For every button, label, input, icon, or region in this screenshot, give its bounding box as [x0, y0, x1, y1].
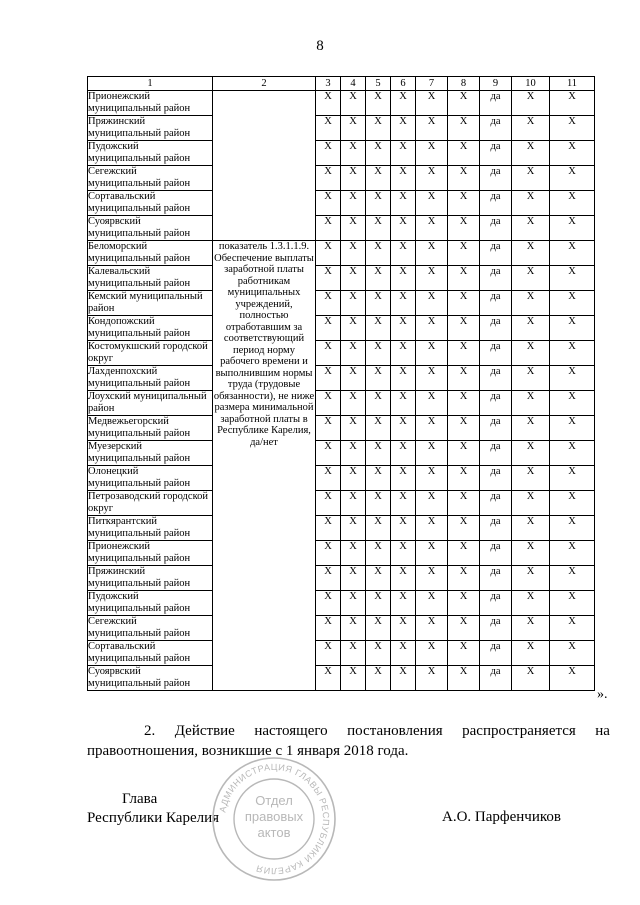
- paragraph-number: 2.: [144, 723, 156, 739]
- value-cell: X: [341, 166, 366, 191]
- value-cell: X: [341, 491, 366, 516]
- value-cell: да: [480, 516, 512, 541]
- value-cell: да: [480, 641, 512, 666]
- page-number: 8: [316, 38, 324, 54]
- value-cell: X: [341, 566, 366, 591]
- value-cell: X: [416, 541, 448, 566]
- value-cell: да: [480, 341, 512, 366]
- paragraph-word: распространяется: [462, 723, 576, 739]
- value-cell: X: [448, 491, 480, 516]
- value-cell: X: [366, 216, 391, 241]
- table-row: [88, 141, 595, 166]
- value-cell: X: [391, 166, 416, 191]
- paragraph-first-line: [87, 721, 610, 741]
- table-row: [88, 91, 595, 116]
- value-cell: X: [366, 266, 391, 291]
- value-cell: X: [341, 416, 366, 441]
- value-cell: X: [341, 91, 366, 116]
- region-name: Беломорский муниципальный район: [88, 241, 213, 266]
- value-cell: X: [416, 341, 448, 366]
- value-cell: X: [341, 291, 366, 316]
- value-cell: X: [316, 641, 341, 666]
- table-row: [88, 591, 595, 616]
- value-cell: X: [366, 316, 391, 341]
- value-cell: X: [550, 391, 595, 416]
- value-cell: X: [550, 591, 595, 616]
- value-cell: X: [448, 441, 480, 466]
- value-cell: X: [416, 191, 448, 216]
- value-cell: X: [366, 241, 391, 266]
- table-row: [88, 441, 595, 466]
- table-row: [88, 641, 595, 666]
- value-cell: X: [448, 341, 480, 366]
- value-cell: X: [448, 516, 480, 541]
- value-cell: X: [341, 516, 366, 541]
- indicator-cell-empty: [213, 91, 316, 241]
- paragraph-second-line: правоотношения, возникшие с 1 января 2018 года.: [87, 743, 409, 759]
- value-cell: X: [416, 516, 448, 541]
- region-name: Калевальский муниципальный район: [88, 266, 213, 291]
- region-name: Муезерский муниципальный район: [88, 441, 213, 466]
- value-cell: да: [480, 591, 512, 616]
- value-cell: да: [480, 616, 512, 641]
- value-cell: X: [512, 366, 550, 391]
- value-cell: X: [366, 466, 391, 491]
- value-cell: X: [448, 116, 480, 141]
- value-cell: X: [341, 141, 366, 166]
- table-row: [88, 666, 595, 691]
- value-cell: X: [341, 591, 366, 616]
- value-cell: X: [366, 666, 391, 691]
- table-row: [88, 541, 595, 566]
- value-cell: X: [448, 591, 480, 616]
- value-cell: X: [550, 141, 595, 166]
- table-row: [88, 266, 595, 291]
- table-row: [88, 241, 595, 266]
- value-cell: X: [391, 416, 416, 441]
- value-cell: X: [316, 141, 341, 166]
- value-cell: X: [366, 491, 391, 516]
- region-name: Кемский муниципальный район: [88, 291, 213, 316]
- region-name: Питкярантский муниципальный район: [88, 516, 213, 541]
- value-cell: X: [366, 566, 391, 591]
- value-cell: X: [550, 541, 595, 566]
- value-cell: X: [341, 466, 366, 491]
- table-row: [88, 116, 595, 141]
- value-cell: X: [316, 266, 341, 291]
- value-cell: X: [391, 341, 416, 366]
- table-row: [88, 616, 595, 641]
- value-cell: X: [448, 266, 480, 291]
- table-row: [88, 366, 595, 391]
- table-row: [88, 291, 595, 316]
- value-cell: X: [391, 466, 416, 491]
- stamp-center-line: правовых: [244, 809, 304, 824]
- value-cell: X: [366, 541, 391, 566]
- value-cell: X: [391, 366, 416, 391]
- value-cell: X: [341, 216, 366, 241]
- value-cell: X: [550, 291, 595, 316]
- value-cell: X: [366, 441, 391, 466]
- value-cell: X: [416, 666, 448, 691]
- value-cell: да: [480, 441, 512, 466]
- official-stamp: [210, 755, 338, 883]
- value-cell: X: [416, 566, 448, 591]
- signature-title-line2: Республики Карелия: [87, 810, 220, 826]
- value-cell: X: [316, 491, 341, 516]
- region-name: Прионежский муниципальный район: [88, 91, 213, 116]
- value-cell: X: [512, 641, 550, 666]
- value-cell: X: [550, 491, 595, 516]
- value-cell: да: [480, 91, 512, 116]
- value-cell: X: [512, 166, 550, 191]
- value-cell: X: [550, 91, 595, 116]
- value-cell: X: [416, 366, 448, 391]
- value-cell: да: [480, 141, 512, 166]
- value-cell: X: [550, 566, 595, 591]
- value-cell: X: [512, 491, 550, 516]
- value-cell: X: [550, 316, 595, 341]
- column-header: 9: [480, 77, 512, 91]
- table-row: [88, 416, 595, 441]
- column-header: 1: [88, 77, 213, 91]
- value-cell: X: [550, 341, 595, 366]
- column-header: 4: [341, 77, 366, 91]
- value-cell: X: [512, 191, 550, 216]
- value-cell: X: [550, 441, 595, 466]
- region-name: Олонецкий муниципальный район: [88, 466, 213, 491]
- value-cell: X: [550, 191, 595, 216]
- value-cell: X: [366, 141, 391, 166]
- value-cell: X: [448, 191, 480, 216]
- value-cell: X: [512, 116, 550, 141]
- value-cell: X: [391, 91, 416, 116]
- value-cell: X: [512, 516, 550, 541]
- value-cell: X: [316, 116, 341, 141]
- value-cell: X: [366, 366, 391, 391]
- paragraph-word: на: [595, 723, 610, 739]
- table-row: [88, 516, 595, 541]
- paragraph-word: настоящего: [254, 723, 328, 739]
- region-name: Лоухский муниципальный район: [88, 391, 213, 416]
- value-cell: X: [550, 241, 595, 266]
- value-cell: X: [416, 116, 448, 141]
- value-cell: X: [448, 291, 480, 316]
- value-cell: да: [480, 166, 512, 191]
- signature-title-line1: Глава: [122, 791, 158, 807]
- value-cell: да: [480, 191, 512, 216]
- value-cell: X: [512, 441, 550, 466]
- value-cell: X: [416, 616, 448, 641]
- value-cell: X: [448, 216, 480, 241]
- value-cell: X: [316, 566, 341, 591]
- value-cell: X: [341, 641, 366, 666]
- value-cell: X: [448, 166, 480, 191]
- value-cell: X: [550, 116, 595, 141]
- indicator-description: показатель 1.3.1.1.9. Обеспечение выплаты заработной платы работникам муниципальных учреждений, полностью отработавшим за соответствующий период норму рабочего времени и выполнившим нормы труда (трудовые обязанности), не ниже размера минимальной заработной платы в Республике Карелия, да/нет: [213, 241, 316, 691]
- indicators-table: [87, 76, 595, 691]
- value-cell: X: [316, 591, 341, 616]
- value-cell: X: [316, 416, 341, 441]
- value-cell: X: [512, 316, 550, 341]
- value-cell: X: [391, 591, 416, 616]
- value-cell: X: [391, 641, 416, 666]
- value-cell: X: [391, 191, 416, 216]
- value-cell: X: [391, 116, 416, 141]
- value-cell: X: [550, 641, 595, 666]
- value-cell: X: [316, 391, 341, 416]
- value-cell: X: [512, 616, 550, 641]
- value-cell: X: [316, 216, 341, 241]
- value-cell: X: [512, 666, 550, 691]
- value-cell: X: [416, 391, 448, 416]
- value-cell: X: [416, 216, 448, 241]
- value-cell: X: [341, 116, 366, 141]
- value-cell: да: [480, 416, 512, 441]
- closing-quote: ».: [597, 687, 608, 702]
- table-header-row: [88, 77, 595, 91]
- column-header: 11: [550, 77, 595, 91]
- table-row: [88, 566, 595, 591]
- value-cell: X: [366, 291, 391, 316]
- value-cell: X: [316, 666, 341, 691]
- value-cell: X: [366, 191, 391, 216]
- value-cell: X: [448, 416, 480, 441]
- value-cell: X: [448, 391, 480, 416]
- value-cell: X: [416, 641, 448, 666]
- value-cell: X: [550, 616, 595, 641]
- value-cell: X: [366, 416, 391, 441]
- value-cell: X: [512, 266, 550, 291]
- value-cell: X: [512, 466, 550, 491]
- value-cell: да: [480, 216, 512, 241]
- value-cell: X: [448, 316, 480, 341]
- value-cell: X: [391, 441, 416, 466]
- region-name: Петрозаводский городской округ: [88, 491, 213, 516]
- value-cell: X: [391, 491, 416, 516]
- value-cell: X: [416, 166, 448, 191]
- value-cell: X: [448, 91, 480, 116]
- region-name: Пряжинский муниципальный район: [88, 566, 213, 591]
- region-name: Костомукшский городской округ: [88, 341, 213, 366]
- value-cell: X: [316, 91, 341, 116]
- value-cell: X: [448, 141, 480, 166]
- value-cell: X: [416, 266, 448, 291]
- value-cell: да: [480, 466, 512, 491]
- value-cell: X: [416, 241, 448, 266]
- region-name: Пудожский муниципальный район: [88, 141, 213, 166]
- value-cell: X: [316, 366, 341, 391]
- value-cell: X: [316, 466, 341, 491]
- value-cell: X: [512, 541, 550, 566]
- table-row: [88, 191, 595, 216]
- value-cell: X: [391, 216, 416, 241]
- value-cell: X: [341, 616, 366, 641]
- value-cell: X: [416, 91, 448, 116]
- value-cell: X: [391, 266, 416, 291]
- value-cell: X: [366, 641, 391, 666]
- value-cell: X: [366, 341, 391, 366]
- value-cell: X: [391, 316, 416, 341]
- signature-title: [87, 790, 227, 828]
- value-cell: X: [512, 91, 550, 116]
- value-cell: X: [416, 466, 448, 491]
- value-cell: X: [316, 441, 341, 466]
- value-cell: X: [512, 216, 550, 241]
- value-cell: X: [512, 241, 550, 266]
- region-name: Прионежский муниципальный район: [88, 541, 213, 566]
- value-cell: X: [550, 466, 595, 491]
- region-name: Пряжинский муниципальный район: [88, 116, 213, 141]
- value-cell: X: [416, 416, 448, 441]
- stamp-center-line: актов: [257, 825, 291, 840]
- column-header: 10: [512, 77, 550, 91]
- value-cell: X: [341, 441, 366, 466]
- value-cell: X: [366, 91, 391, 116]
- value-cell: X: [550, 666, 595, 691]
- value-cell: X: [391, 616, 416, 641]
- value-cell: да: [480, 316, 512, 341]
- table-row: [88, 316, 595, 341]
- value-cell: да: [480, 366, 512, 391]
- value-cell: X: [550, 366, 595, 391]
- value-cell: X: [366, 116, 391, 141]
- value-cell: X: [550, 516, 595, 541]
- value-cell: X: [512, 341, 550, 366]
- value-cell: X: [391, 541, 416, 566]
- region-name: Кондопожский муниципальный район: [88, 316, 213, 341]
- value-cell: X: [550, 216, 595, 241]
- value-cell: да: [480, 391, 512, 416]
- table-row: [88, 391, 595, 416]
- value-cell: X: [341, 191, 366, 216]
- value-cell: да: [480, 241, 512, 266]
- value-cell: да: [480, 491, 512, 516]
- paragraph-word: постановления: [347, 723, 443, 739]
- value-cell: X: [316, 166, 341, 191]
- value-cell: X: [391, 566, 416, 591]
- stamp-ring-text: АДМИНИСТРАЦИЯ ГЛАВЫ РЕСПУБЛИКИ КАРЕЛИЯ: [217, 761, 332, 877]
- value-cell: X: [448, 366, 480, 391]
- value-cell: X: [550, 266, 595, 291]
- signatory-name: А.О. Парфенчиков: [442, 809, 561, 825]
- value-cell: X: [316, 616, 341, 641]
- value-cell: да: [480, 116, 512, 141]
- value-cell: X: [316, 191, 341, 216]
- value-cell: X: [341, 391, 366, 416]
- value-cell: X: [448, 641, 480, 666]
- region-name: Пудожский муниципальный район: [88, 591, 213, 616]
- value-cell: да: [480, 291, 512, 316]
- value-cell: X: [550, 416, 595, 441]
- value-cell: X: [512, 141, 550, 166]
- value-cell: да: [480, 566, 512, 591]
- column-header: 5: [366, 77, 391, 91]
- table-row: [88, 466, 595, 491]
- value-cell: X: [341, 341, 366, 366]
- value-cell: X: [448, 241, 480, 266]
- paragraph-2: [87, 721, 610, 761]
- table-row: [88, 491, 595, 516]
- column-header: 3: [316, 77, 341, 91]
- value-cell: X: [512, 291, 550, 316]
- value-cell: X: [448, 566, 480, 591]
- region-name: Сегежский муниципальный район: [88, 616, 213, 641]
- value-cell: X: [341, 316, 366, 341]
- value-cell: X: [341, 666, 366, 691]
- paragraph-word: Действие: [174, 723, 235, 739]
- value-cell: да: [480, 666, 512, 691]
- region-name: Суоярвский муниципальный район: [88, 666, 213, 691]
- value-cell: X: [448, 616, 480, 641]
- value-cell: X: [366, 391, 391, 416]
- value-cell: X: [391, 516, 416, 541]
- value-cell: X: [391, 291, 416, 316]
- value-cell: X: [316, 291, 341, 316]
- value-cell: X: [316, 241, 341, 266]
- value-cell: X: [448, 666, 480, 691]
- stamp-center-line: Отдел: [255, 793, 293, 808]
- value-cell: X: [416, 291, 448, 316]
- column-header: 8: [448, 77, 480, 91]
- value-cell: X: [416, 316, 448, 341]
- region-name: Сортавальский муниципальный район: [88, 641, 213, 666]
- value-cell: X: [341, 241, 366, 266]
- column-header: 6: [391, 77, 416, 91]
- value-cell: X: [448, 466, 480, 491]
- value-cell: X: [512, 416, 550, 441]
- column-header: 7: [416, 77, 448, 91]
- value-cell: X: [366, 516, 391, 541]
- value-cell: X: [512, 591, 550, 616]
- value-cell: X: [316, 541, 341, 566]
- value-cell: X: [366, 616, 391, 641]
- region-name: Лахденпохский муниципальный район: [88, 366, 213, 391]
- value-cell: да: [480, 266, 512, 291]
- value-cell: X: [391, 666, 416, 691]
- value-cell: X: [341, 366, 366, 391]
- region-name: Суоярвский муниципальный район: [88, 216, 213, 241]
- value-cell: X: [366, 166, 391, 191]
- table-row: [88, 341, 595, 366]
- value-cell: X: [316, 316, 341, 341]
- value-cell: X: [391, 141, 416, 166]
- value-cell: X: [512, 391, 550, 416]
- region-name: Медвежьегорский муниципальный район: [88, 416, 213, 441]
- value-cell: X: [550, 166, 595, 191]
- table-row: [88, 166, 595, 191]
- region-name: Сортавальский муниципальный район: [88, 191, 213, 216]
- value-cell: да: [480, 541, 512, 566]
- value-cell: X: [391, 241, 416, 266]
- value-cell: X: [416, 441, 448, 466]
- value-cell: X: [341, 266, 366, 291]
- value-cell: X: [448, 541, 480, 566]
- region-name: Сегежский муниципальный район: [88, 166, 213, 191]
- value-cell: X: [341, 541, 366, 566]
- value-cell: X: [416, 491, 448, 516]
- value-cell: X: [416, 591, 448, 616]
- value-cell: X: [416, 141, 448, 166]
- column-header: 2: [213, 77, 316, 91]
- value-cell: X: [316, 341, 341, 366]
- value-cell: X: [512, 566, 550, 591]
- value-cell: X: [391, 391, 416, 416]
- table-row: [88, 216, 595, 241]
- value-cell: X: [366, 591, 391, 616]
- value-cell: X: [316, 516, 341, 541]
